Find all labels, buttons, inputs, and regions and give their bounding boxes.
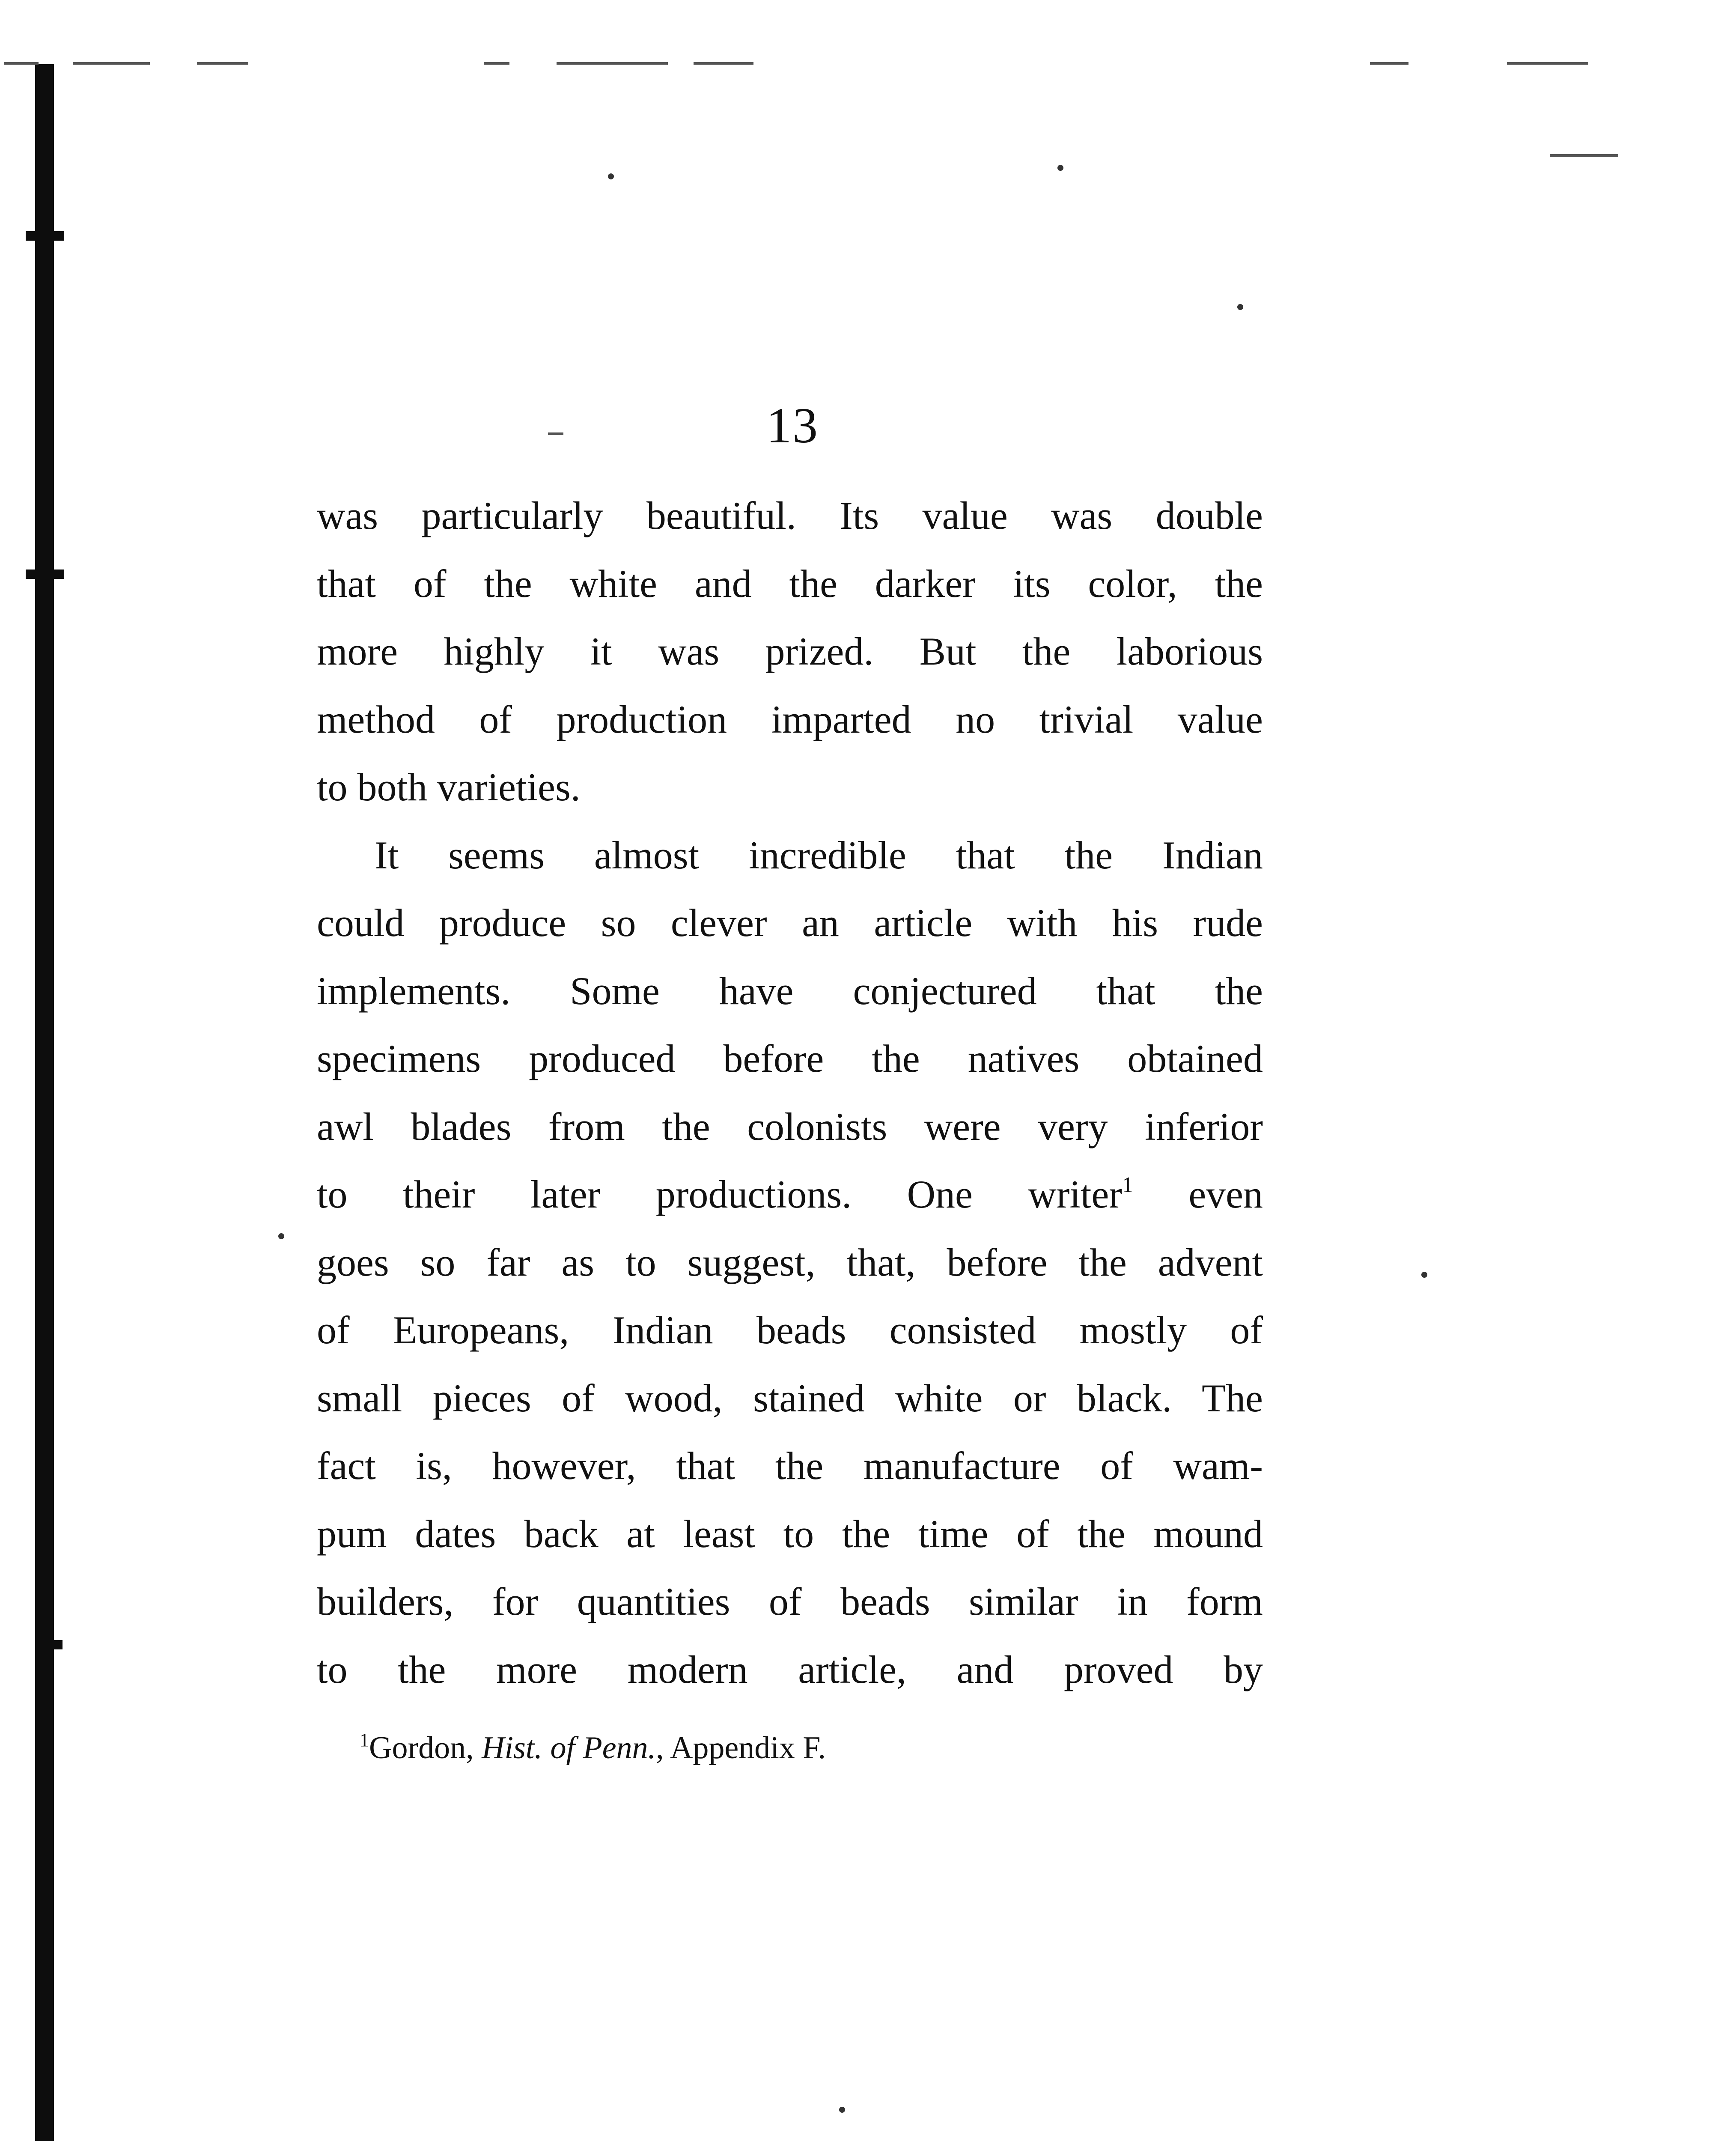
footnote-mark: 1: [360, 1729, 369, 1750]
scan-edge-mark: [694, 62, 753, 65]
text-segment: even: [1188, 1172, 1263, 1216]
text-line: pum dates back at least to the time of the mound: [317, 1512, 1263, 1556]
text-line: fact is, however, that the manufacture of wam-: [317, 1444, 1263, 1488]
text-line: It seems almost incredible that the Indian: [375, 833, 1263, 877]
scan-speck: [1057, 165, 1063, 171]
text-line: that of the white and the darker its color, the: [317, 561, 1263, 605]
scan-edge-mark: [1507, 62, 1588, 65]
scan-speck: [608, 173, 614, 179]
scan-speck: [1421, 1272, 1427, 1278]
text-line: to both varieties.: [317, 765, 581, 809]
scan-edge-mark: [197, 62, 248, 65]
scan-speck: [839, 2107, 845, 2113]
binding-tick: [41, 1640, 63, 1649]
scan-speck: [278, 1233, 284, 1239]
text-segment: to their later productions. One writer: [317, 1172, 1122, 1216]
text-line: method of production imparted no trivial value: [317, 697, 1263, 741]
scan-edge-mark: [1370, 62, 1408, 65]
binding-tick: [26, 570, 64, 579]
paragraph: [317, 821, 1263, 1704]
scan-speck: [1237, 304, 1243, 310]
text-line: implements. Some have conjectured that the: [317, 969, 1263, 1013]
binding-shadow: [35, 64, 54, 2141]
footnote-title: Hist. of Penn.: [482, 1730, 656, 1765]
footnote: [360, 1730, 826, 1766]
scan-edge-mark: [548, 432, 563, 435]
footnote-reference: 1: [1122, 1173, 1133, 1197]
text-line: of Europeans, Indian beads consisted mostly of: [317, 1308, 1263, 1352]
text-line: could produce so clever an article with his rude: [317, 901, 1263, 945]
text-line: to the more modern article, and proved by: [317, 1647, 1263, 1691]
scan-edge-mark: [73, 62, 150, 65]
footnote-author: Gordon,: [369, 1730, 474, 1765]
text-line: awl blades from the colonists were very inferior: [317, 1104, 1263, 1148]
text-line: more highly it was prized. But the laborious: [317, 629, 1263, 673]
text-line: was particularly beautiful. Its value was double: [317, 494, 1263, 537]
text-line: goes so far as to suggest, that, before the advent: [317, 1240, 1263, 1284]
scan-edge-mark: [557, 62, 668, 65]
text-line: builders, for quantities of beads similar in form: [317, 1580, 1263, 1623]
footnote-rest: , Appendix F.: [656, 1730, 826, 1765]
page-number: 13: [766, 397, 819, 453]
body-text: [317, 482, 1263, 1703]
paragraph: [317, 482, 1263, 821]
text-line: specimens produced before the natives obtained: [317, 1037, 1263, 1080]
text-line: small pieces of wood, stained white or black. The: [317, 1376, 1263, 1420]
binding-tick: [26, 231, 64, 241]
scan-edge-mark: [1550, 154, 1618, 157]
scan-edge-mark: [484, 62, 509, 65]
scan-edge-mark: [4, 62, 39, 65]
text-line-with-footnote-ref: [317, 1160, 1263, 1229]
